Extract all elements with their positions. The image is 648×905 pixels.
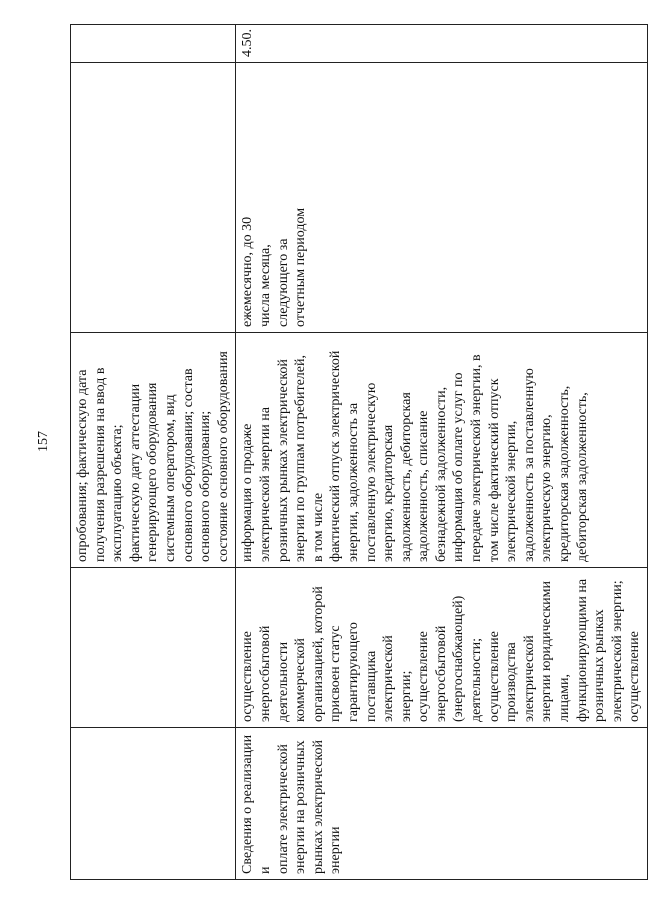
cell-basis-empty <box>71 568 236 728</box>
page-number: 157 <box>36 431 51 452</box>
cell-period <box>236 63 648 333</box>
cell-text: ежемесячно, до 30 числа месяца, следующего за отчетным периодом <box>240 207 309 327</box>
cell-period-empty <box>71 63 236 333</box>
cell-number-empty <box>71 25 236 63</box>
cell-text: 4.50. <box>240 29 256 57</box>
cell-text: осуществление энергосбытовой деятельности коммерческой организацией, которой присвоен статус гарантирующего поставщика электрической энергии; осуществление энергосбытовой (энергоснабжающей) деятельности; осуществление производства электрической энергии юридическими лицами, функционирующими на розничных рынках электрической энергии; осуществление <box>240 578 643 722</box>
table-row-continuation <box>71 25 236 880</box>
cell-content <box>71 333 236 568</box>
cell-name-empty <box>71 728 236 880</box>
cell-content <box>236 333 648 568</box>
cell-text: Сведения о реализации и оплате электрической энергии на розничных рынках электрической энергии <box>240 734 344 874</box>
cell-name <box>236 728 648 880</box>
table-row-4-50 <box>236 25 648 880</box>
cell-number <box>236 25 648 63</box>
cell-text: опробования; фактическую дата получения разрешения на ввод в эксплуатацию объекта; фактическую дату аттестации генерирующего оборудования системным оператором, вид основного оборудования; состав основного оборудования; состояние основного оборудования <box>75 351 231 562</box>
rotated-table-container <box>70 25 643 880</box>
data-table <box>70 24 648 880</box>
cell-basis <box>236 568 648 728</box>
cell-text: информация о продаже электрической энергии на розничных рынках электрической энергии по группам потребителей, в том числе фактический отпуск электрической энергии, задолженность за поставленную электрическую энергию, кредиторская задолженность, дебиторская задолженность, списание безнадежной задолженности, информация об оплате услуг по передаче электрической энергии, в том числе фактический отпуск электрической энергии, задолженность за поставленную электрическую энергию, кредиторская задолженность, дебиторская задолженность, <box>240 350 590 562</box>
